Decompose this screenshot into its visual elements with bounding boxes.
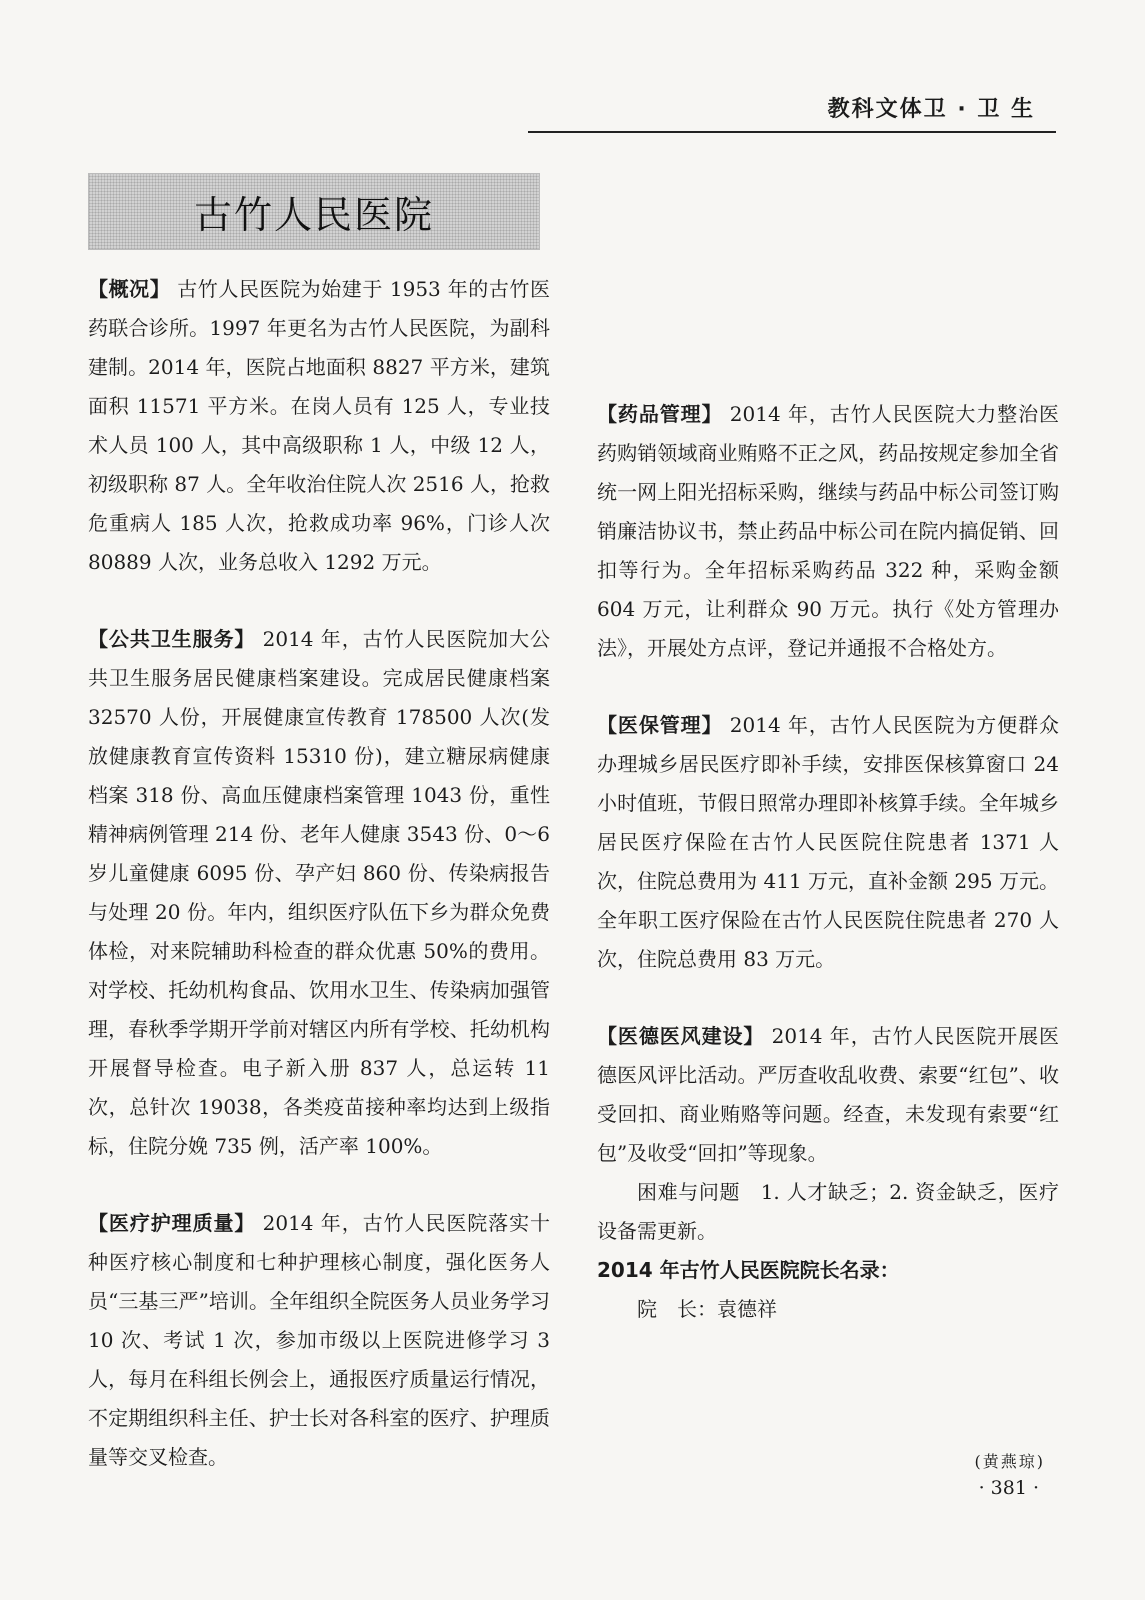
public-health-text: 2014 年，古竹人民医院加大公共卫生服务居民健康档案建设。完成居民健康档案 32570 人份，开展健康宣传教育 178500 人次(发放健康教育宣传资料 15310 份)，建立糖尿病健康档案 318 份、高血压健康档案管理 1043 份，重性精神病例管理 214 份、老年人健康 3543 份、0～6 岁儿童健康 6095 份、孕产妇 860 份、传染病报告与处理 20 份。年内，组织医疗队伍下乡为群众免费体检，对来院辅助科检查的群众优惠 50%的费用。对学校、托幼机构食品、饮用水卫生、传染病加强管理，春秋季学期开学前对辖区内所有学校、托幼机构开展督导检查。电子新入册 837 人，总运转 11 次，总针次 19038，各类疫苗接种率均达到上级指标，住院分娩 735 例，活产率 100%。 bbox=[88, 627, 550, 1158]
ethics-label: 【医德医风建设】 bbox=[597, 1024, 765, 1048]
problems-label: 困难与问题 bbox=[637, 1180, 741, 1204]
problems-paragraph bbox=[597, 1173, 1059, 1251]
insurance-paragraph bbox=[597, 706, 1059, 979]
quality-label: 【医疗护理质量】 bbox=[88, 1211, 256, 1235]
header-section-title: 教科文体卫 · 卫 生 bbox=[827, 97, 1035, 122]
article-title: 古竹人民医院 bbox=[193, 193, 434, 237]
directory-heading-text: 2014 年古竹人民医院院长名录： bbox=[597, 1258, 900, 1282]
quality-paragraph bbox=[88, 1204, 550, 1477]
ethics-paragraph bbox=[597, 1017, 1059, 1173]
page-number: · 381 · bbox=[978, 1477, 1039, 1499]
insurance-label: 【医保管理】 bbox=[597, 713, 723, 737]
directory-entry: 院 长：袁德祥 bbox=[637, 1297, 777, 1321]
drugs-label: 【药品管理】 bbox=[597, 402, 723, 426]
insurance-text: 2014 年，古竹人民医院为方便群众办理城乡居民医疗即补手续，安排医保核算窗口 24 小时值班，节假日照常办理即补核算手续。全年城乡居民医疗保险在古竹人民医院住院患者 1371 人次，住院总费用为 411 万元，直补金额 295 万元。全年职工医疗保险在古竹人民医院住院患者 270 人次，住院总费用 83 万元。 bbox=[597, 713, 1059, 971]
overview-text: 古竹人民医院为始建于 1953 年的古竹医药联合诊所。1997 年更名为古竹人民医院，为副科建制。2014 年，医院占地面积 8827 平方米，建筑面积 11571 平方米。在岗人员有 125 人，专业技术人员 100 人，其中高级职称 1 人，中级 12 人，初级职称 87 人。全年收治住院人次 2516 人，抢救危重病人 185 人次，抢救成功率 96%，门诊人次 80889 人次，业务总收入 1292 万元。 bbox=[88, 277, 550, 574]
directory-heading bbox=[597, 1251, 1059, 1290]
problems-text: 1. 人才缺乏；2. 资金缺乏，医疗设备需更新。 bbox=[597, 1180, 1059, 1243]
overview-paragraph bbox=[88, 270, 550, 582]
quality-text: 2014 年，古竹人民医院落实十种医疗核心制度和七种护理核心制度，强化医务人员“三基三严”培训。全年组织全院医务人员业务学习 10 次、考试 1 次，参加市级以上医院进修学习 3 人，每月在科组长例会上，通报医疗质量运行情况，不定期组织科主任、护士长对各科室的医疗、护理质量等交叉检查。 bbox=[88, 1211, 550, 1469]
article-title-box bbox=[88, 173, 540, 250]
public-health-label: 【公共卫生服务】 bbox=[88, 627, 256, 651]
ethics-text: 2014 年，古竹人民医院开展医德医风评比活动。严厉查收乱收费、索要“红包”、收受回扣、商业贿赂等问题。经查，未发现有索要“红包”及收受“回扣”等现象。 bbox=[597, 1024, 1059, 1165]
author-credit: (黄燕琼) bbox=[974, 1452, 1045, 1471]
public-health-paragraph bbox=[88, 620, 550, 1166]
drugs-paragraph bbox=[597, 395, 1059, 668]
header-rule bbox=[528, 131, 1056, 133]
drugs-text: 2014 年，古竹人民医院大力整治医药购销领域商业贿赂不正之风，药品按规定参加全省统一网上阳光招标采购，继续与药品中标公司签订购销廉洁协议书，禁止药品中标公司在院内搞促销、回扣等行为。全年招标采购药品 322 种，采购金额 604 万元，让利群众 90 万元。执行《处方管理办法》，开展处方点评，登记并通报不合格处方。 bbox=[597, 402, 1059, 660]
left-column bbox=[88, 270, 550, 1477]
right-column bbox=[597, 161, 1059, 1329]
overview-label: 【概况】 bbox=[88, 277, 171, 301]
